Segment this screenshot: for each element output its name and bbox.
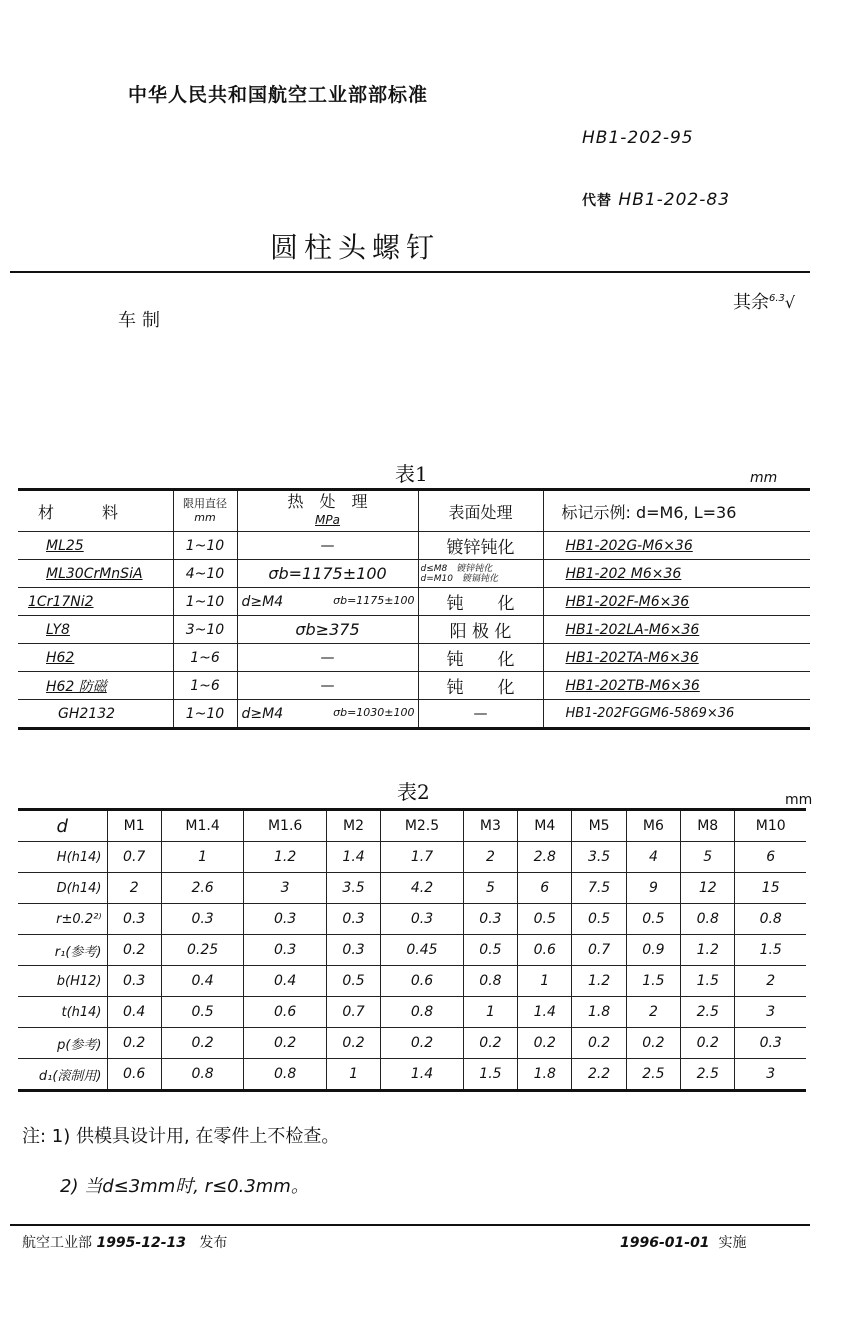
header-size: M5 [572, 810, 626, 842]
cell-value: 2.5 [681, 997, 735, 1028]
heat-condition: d≥M4 [241, 593, 284, 610]
cell-value: 4.2 [381, 873, 464, 904]
cell-value: 12 [681, 873, 735, 904]
issue-date: 1995-12-13 [96, 1235, 187, 1251]
cell-value: 1 [161, 842, 244, 873]
cell-value: 3 [244, 873, 327, 904]
document-title: 圆柱头螺钉 [270, 231, 441, 264]
row-label: b(H12) [18, 966, 107, 997]
cell-value: 1.4 [326, 842, 380, 873]
cell-value: 0.4 [244, 966, 327, 997]
cell-surface: 钝 化 [418, 588, 543, 616]
header-size: M1.4 [161, 810, 244, 842]
cell-value: 0.4 [107, 997, 161, 1028]
cell-value: 1 [463, 997, 517, 1028]
cell-value: 1.2 [572, 966, 626, 997]
surface-option-b: d=M10 镀镉钝化 [420, 573, 498, 584]
cell-value: 1.5 [463, 1059, 517, 1091]
cell-value: 2.2 [572, 1059, 626, 1091]
cell-heat: σb=1175±100 [237, 560, 418, 588]
cell-value: 2 [463, 842, 517, 873]
process-note: 车制 [118, 310, 166, 331]
table-row [18, 644, 810, 672]
cell-value: 0.2 [463, 1028, 517, 1059]
cell-value: 2.5 [681, 1059, 735, 1091]
cell-diameter: 1~6 [173, 644, 237, 672]
header-heat-treatment [237, 490, 418, 532]
cell-value: 1.2 [681, 935, 735, 966]
header-diameter-line1: 限用直径 [183, 497, 227, 510]
cell-value: 0.5 [161, 997, 244, 1028]
cell-value: 4 [626, 842, 680, 873]
cell-value: 0.2 [244, 1028, 327, 1059]
cell-value: 0.2 [107, 935, 161, 966]
cell-value: 0.2 [518, 1028, 572, 1059]
cell-value: 1.4 [381, 1059, 464, 1091]
header-size: M8 [681, 810, 735, 842]
cell-surface [418, 560, 543, 588]
header-surface: 表面处理 [418, 490, 543, 532]
cell-value: 9 [626, 873, 680, 904]
cell-value: 0.3 [326, 904, 380, 935]
material-table [18, 488, 810, 730]
cell-value: 0.2 [572, 1028, 626, 1059]
row-label: d₁(滚制用) [18, 1059, 107, 1091]
issue-info [22, 1232, 227, 1252]
cell-material: ML25 [18, 532, 173, 560]
table-row [18, 672, 810, 700]
header-size: M3 [463, 810, 517, 842]
cell-value: 0.5 [463, 935, 517, 966]
cell-value: 0.3 [735, 1028, 806, 1059]
row-label: r±0.2²⁾ [18, 904, 107, 935]
cell-value: 0.2 [107, 1028, 161, 1059]
cell-material: ML30CrMnSiA [18, 560, 173, 588]
cell-value: 0.8 [735, 904, 806, 935]
row-label: t(h14) [18, 997, 107, 1028]
issuer: 航空工业部 [22, 1235, 92, 1251]
table-row [18, 966, 806, 997]
effective-info [620, 1232, 746, 1252]
cell-diameter: 1~6 [173, 672, 237, 700]
cell-value: 3.5 [572, 842, 626, 873]
cell-value: 0.4 [161, 966, 244, 997]
cell-value: 0.5 [326, 966, 380, 997]
surface-rest-note: 其余$^{6.3}$√ [733, 292, 796, 313]
table-row [18, 997, 806, 1028]
cell-marking: HB1-202TB-M6×36 [543, 672, 810, 700]
table-row [18, 616, 810, 644]
table1-unit: mm [750, 470, 778, 486]
cell-surface: 阳 极 化 [418, 616, 543, 644]
effective-label: 实施 [718, 1235, 747, 1251]
cell-value: 0.2 [381, 1028, 464, 1059]
cell-surface: — [418, 700, 543, 729]
surface-split [421, 564, 498, 584]
cell-heat: — [237, 644, 418, 672]
cell-value: 5 [681, 842, 735, 873]
cell-value: 6 [735, 842, 806, 873]
cell-value: 0.6 [518, 935, 572, 966]
replaces-label: 代替 [582, 193, 612, 209]
cell-value: 2.8 [518, 842, 572, 873]
cell-material: H62 [18, 644, 173, 672]
cell-heat [237, 588, 418, 616]
table-row [18, 560, 810, 588]
cell-value: 1.2 [244, 842, 327, 873]
cell-value: 3 [735, 1059, 806, 1091]
header-heat-line1: 热 处 理 [287, 492, 368, 511]
header-heat-unit: MPa [315, 513, 340, 527]
header-size: M6 [626, 810, 680, 842]
cell-value: 0.8 [381, 997, 464, 1028]
cell-value: 6 [518, 873, 572, 904]
row-label: r₁(参考) [18, 935, 107, 966]
header-d: d [18, 810, 107, 842]
cell-value: 0.3 [244, 935, 327, 966]
cell-marking: HB1-202FGGM6-5869×36 [543, 700, 810, 729]
header-diameter-unit: mm [194, 511, 216, 524]
table-row [18, 842, 806, 873]
note-2: 2) 当d≤3mm时, r≤0.3mm。 [60, 1176, 309, 1197]
footer-divider [10, 1224, 810, 1226]
cell-value: 0.3 [463, 904, 517, 935]
cell-value: 0.9 [626, 935, 680, 966]
screw-drawing [0, 282, 843, 452]
row-label: D(h14) [18, 873, 107, 904]
table2-caption: 表2 [397, 780, 430, 804]
cell-material: LY8 [18, 616, 173, 644]
cell-value: 3.5 [326, 873, 380, 904]
cell-value: 0.3 [107, 966, 161, 997]
cell-value: 0.45 [381, 935, 464, 966]
cell-value: 5 [463, 873, 517, 904]
header-size: M1.6 [244, 810, 327, 842]
cell-value: 0.5 [626, 904, 680, 935]
table-row [18, 873, 806, 904]
header-diameter [173, 490, 237, 532]
cell-value: 0.25 [161, 935, 244, 966]
cell-value: 1.5 [626, 966, 680, 997]
cell-marking: HB1-202LA-M6×36 [543, 616, 810, 644]
cell-value: 0.6 [244, 997, 327, 1028]
cell-value: 0.2 [161, 1028, 244, 1059]
cell-value: 1.4 [518, 997, 572, 1028]
cell-diameter: 3~10 [173, 616, 237, 644]
cell-value: 1 [518, 966, 572, 997]
table-row [18, 532, 810, 560]
header-size: M1 [107, 810, 161, 842]
surface-rest-value: 6.3 [769, 293, 785, 304]
cell-value: 0.2 [681, 1028, 735, 1059]
header-size: M2 [326, 810, 380, 842]
cell-value: 2 [107, 873, 161, 904]
dimensions-table [18, 808, 806, 1092]
table-row [18, 588, 810, 616]
cell-heat: — [237, 532, 418, 560]
cell-value: 1.7 [381, 842, 464, 873]
cell-value: 0.8 [463, 966, 517, 997]
header-size: M2.5 [381, 810, 464, 842]
cell-value: 0.7 [572, 935, 626, 966]
cell-value: 3 [735, 997, 806, 1028]
cell-surface: 钝 化 [418, 672, 543, 700]
cell-heat: σb≥375 [237, 616, 418, 644]
cell-value: 0.2 [326, 1028, 380, 1059]
cell-value: 0.3 [107, 904, 161, 935]
header-marking: 标记示例: d=M6, L=36 [543, 490, 810, 532]
cell-marking: HB1-202G-M6×36 [543, 532, 810, 560]
cell-value: 2 [735, 966, 806, 997]
cell-diameter: 1~10 [173, 700, 237, 729]
header-size: M4 [518, 810, 572, 842]
row-label: p(参考) [18, 1028, 107, 1059]
cell-value: 0.2 [626, 1028, 680, 1059]
cell-diameter: 1~10 [173, 532, 237, 560]
cell-value: 0.3 [244, 904, 327, 935]
note-1: 注: 1) 供模具设计用, 在零件上不检查。 [22, 1126, 340, 1147]
cell-value: 0.6 [107, 1059, 161, 1091]
cell-value: 15 [735, 873, 806, 904]
table-row [18, 904, 806, 935]
table2-unit: mm [785, 792, 813, 808]
heat-value: σb=1175±100 [333, 593, 415, 607]
table1-caption: 表1 [395, 462, 428, 486]
cell-value: 0.6 [381, 966, 464, 997]
surface-option-a: d≤M8 镀锌钝化 [420, 563, 493, 574]
table-row [18, 1028, 806, 1059]
cell-marking: HB1-202TA-M6×36 [543, 644, 810, 672]
cell-value: 0.5 [572, 904, 626, 935]
cell-surface: 镀锌钝化 [418, 532, 543, 560]
cell-material: 1Cr17Ni2 [18, 588, 173, 616]
table2-header-row [18, 810, 806, 842]
cell-value: 2.6 [161, 873, 244, 904]
cell-value: 0.3 [326, 935, 380, 966]
header-size: M10 [735, 810, 806, 842]
cell-value: 1 [326, 1059, 380, 1091]
header-material: 材 料 [18, 490, 173, 532]
cell-value: 0.3 [381, 904, 464, 935]
cell-value: 0.8 [244, 1059, 327, 1091]
heat-value: σb=1030±100 [333, 705, 415, 719]
cell-value: 0.7 [107, 842, 161, 873]
surface-rest-label: 其余 [733, 292, 769, 313]
issue-label: 发布 [199, 1235, 228, 1251]
cell-value: 0.5 [518, 904, 572, 935]
cell-value: 1.8 [572, 997, 626, 1028]
table-row [18, 700, 810, 729]
cell-surface: 钝 化 [418, 644, 543, 672]
cell-value: 1.8 [518, 1059, 572, 1091]
table-row [18, 935, 806, 966]
replaces-line [582, 190, 730, 210]
cell-diameter: 1~10 [173, 588, 237, 616]
table1-header-row [18, 490, 810, 532]
standard-number: HB1-202-95 [582, 128, 694, 148]
cell-value: 1.5 [681, 966, 735, 997]
heat-condition: d≥M4 [241, 705, 284, 722]
effective-date: 1996-01-01 [620, 1235, 710, 1251]
header-divider [10, 271, 810, 273]
cell-heat [237, 700, 418, 729]
cell-marking: HB1-202 M6×36 [543, 560, 810, 588]
cell-value: 2.5 [626, 1059, 680, 1091]
cell-value: 7.5 [572, 873, 626, 904]
issuing-organization: 中华人民共和国航空工业部部标准 [128, 84, 429, 106]
table2-body [18, 842, 806, 1091]
table-row [18, 1059, 806, 1091]
cell-value: 0.8 [681, 904, 735, 935]
cell-heat: — [237, 672, 418, 700]
cell-value: 2 [626, 997, 680, 1028]
row-label: H(h14) [18, 842, 107, 873]
cell-value: 1.5 [735, 935, 806, 966]
cell-value: 0.3 [161, 904, 244, 935]
cell-value: 0.7 [326, 997, 380, 1028]
cell-material: GH2132 [18, 700, 173, 729]
cell-value: 0.8 [161, 1059, 244, 1091]
cell-material: H62 防磁 [18, 672, 173, 700]
replaces-number: HB1-202-83 [618, 190, 731, 210]
cell-diameter: 4~10 [173, 560, 237, 588]
cell-marking: HB1-202F-M6×36 [543, 588, 810, 616]
